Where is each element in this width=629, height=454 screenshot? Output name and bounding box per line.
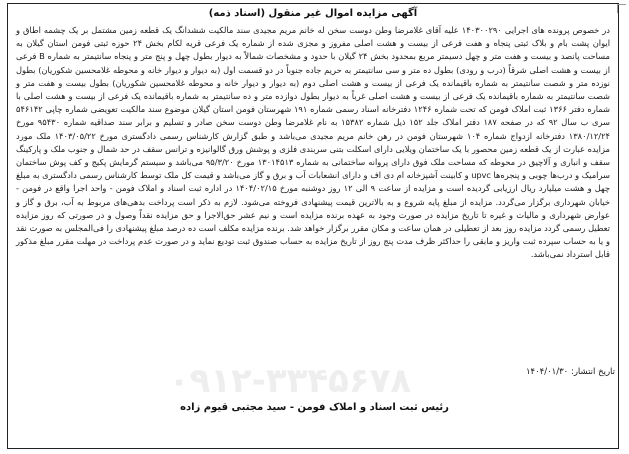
corner-mark [617, 4, 626, 13]
publication-date: تاریخ انتشار: ۱۴۰۴/۰۱/۳۰ [525, 367, 615, 377]
notice-title: آگهی مزایده اموال غیر منقول (اسناد ذمه) [208, 8, 418, 19]
phone-watermark [55, 362, 525, 396]
notice-body: در خصوص پرونده های اجرایی ۱۴۰۳۰۰۲۹۰ علیه آقای غلامرضا وطن دوست سخن له خانم مریم مجیدی سند مالکیت ششدانگ یک قطعه زمین مشتمل بر یک چشمه اطاق و ایوان پشت بام و بلاک ثبتی پنجاه و هفت فرعی از بیست و هشت اصلی مفروز و مجزی شده از شماره یک فرعی قریه لکام بخش ۲۴ حوزه ثبتی فومن استان گیلان به مساحت پانصد و بیست و هفت متر و چهل دسیمتر مربع بمحدود بخش ۲۴ گیلان با حدود و مشخصات شمالاً به دیوار بطول چهل و پنج متر و پنجاه سانتیمتر به شماره B فرعی از بیست و هشت اصلی شرقاً (درب و رودی) بطول ده متر و سی سانتیمتر به حریم جاده جنوباً در دو قسمت اول (به دیوار و دیوار خانه و محوطه غلامحسین شکوریان) بطول نوزده متر و شصت سانتیمتر به شماره باقیمانده یک فرعی از بیست و هشت اصلی دوم (به دیوار و دیوار خانه و محوطه غلامحسین شکوریان) بطول بیست و هفت متر و شصت سانتیمتر به شماره باقیمانده یک فرعی از بیست و هشت اصلی غرباً به دیوار بطول دوازده متر و ده سانتیمتر به شماره باقیمانده یک فرعی از بیست و هشت اصلی با شماره دفتر ۱۳۶۶ ثبت املاک فومن که تحت شماره ۱۲۴۶ دفترخانه اسناد رسمی شماره ۱۹۱ شهرستان فومن استان گیلان موضوع سند مالکیت تعویضی شماره چاپی ۵۴۶۱۴۲ سری ب سال ۹۲ که در صفحه ۱۸۷ دفتر املاک جلد ۱۵۲ ذیل شماره ۱۵۳۸۲ به نام غلامرضا وطن دوست سخن صادر و تسلیم و برابر سند صداقیه شماره ۹۵۴۳۰ مورخ ۱۳۸۰/۱۲/۲۴ دفترخانه ازدواج شماره ۱۰۴ شهرستان فومن در رهن خانم مریم مجیدی می‌باشد و طبق گزارش کارشناس رسمی دادگستری مورخ ۱۴۰۳/۰۵/۲۲ ملک مورد مزایده عبارت از یک قطعه زمین محصور با یک ساختمان ویلایی دارای اسکلت بتنی سربندی فلزی و پوشش ورق گالوانیزه و ترانس سقف در حد شمال و جنوب ملک و پارکینگ سقف و انباری و آلاچیق در محوطه که مساحت ملک فوق دارای پروانه ساختمانی به شماره ۱۳۰۱۴۵۱۳ مورخ ۹۵/۳/۲۰ می‌باشد و سیستم گرمایش پکیج و کف پوش ساختمان سرامیک و درب‌ها چوبی و پنجره‌ها upvc و کابینت آشپزخانه ام دی اف و دارای انشعابات آب و برق و گاز می‌باشد و قیمت کل ملک توسط کارشناس رسمی دادگستری به مبلغ چهل و هشت میلیارد ریال ارزیابی گردیده است و مزایده از ساعت ۹ الی ۱۲ روز دوشنبه مورخ ۱۴۰۴/۰۲/۱۵ در اداره ثبت اسناد و املاک فومن - واحد اجرا واقع در فومن - خیابان شهرداری برگزار می‌گردد. مزایده از مبلغ پایه شروع و به بالاترین قیمت پیشنهادی فروخته می‌شود. لازم به ذکر است پرداخت بدهی‌های مربوط به آب، برق و گاز و عوارض شهرداری و مالیات و غیره تا تاریخ مزایده در صورت وجود به عهده برنده مزایده است و نیم عشر حق‌الاجرا و حق مزایده نقداً وصول و در صورتی که روز مزایده تعطیل رسمی گردد مزایده روز بعد از تعطیلی در همان ساعت و مکان مقرر برگزار خواهد شد. برنده مزایده مکلف است ده درصد مبلغ پیشنهادی را فی‌المجلس به صورت نقد و یا به حساب سپرده ثبت واریز و مابقی را حداکثر ظرف مدت پنج روز از تاریخ مزایده به حساب صندوق ثبت تودیع نماید و در صورت عدم پرداخت در مهلت مقرر مبلغ مذکور قابل استرداد نمی‌باشد. [16, 25, 611, 260]
signature-line: رئیس ثبت اسناد و املاک فومن - سید مجتبی قیوم زاده [180, 402, 449, 413]
watermark-text: ۰۹۱۲-۳۳۴۵۶۷۸ [168, 362, 412, 396]
